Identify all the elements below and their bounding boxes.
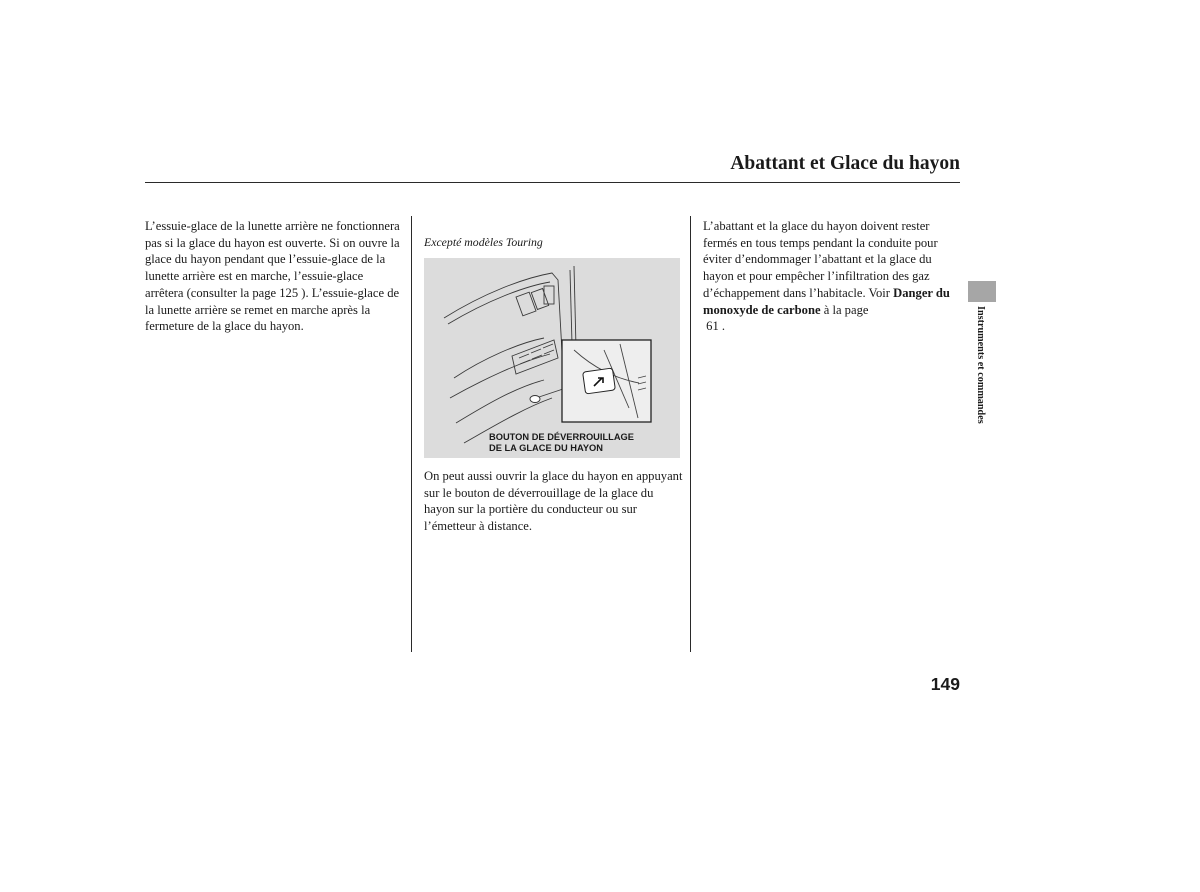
figure-label-line1: BOUTON DE DÉVERROUILLAGE — [489, 432, 634, 442]
figure-label — [489, 432, 634, 453]
section-tab — [968, 281, 996, 302]
column2-paragraph: On peut aussi ouvrir la glace du hayon en appuyant sur le bouton de déverrouillage de la glace du hayon sur la portière du conducteur ou sur l’émetteur à distance. — [424, 469, 683, 534]
column-divider-right — [690, 216, 691, 652]
page-reference: 61 . — [706, 319, 726, 334]
figure-caption: Excepté modèles Touring — [424, 235, 543, 249]
column3-paragraph — [703, 218, 965, 335]
column-divider-left — [411, 216, 412, 652]
release-button-knob — [530, 396, 540, 403]
column3-text-before: L’abattant et la glace du hayon doivent rester fermés en tous temps pendant la conduite pour éviter d’endommager l’abattant et la glace du hayon et pour empêcher l’infiltration des gaz d’échappement dans l’habitacle. Voir — [703, 219, 938, 300]
header-rule — [145, 182, 960, 183]
carbon-monoxide-reference: Danger du monoxyde de carbone — [703, 285, 950, 317]
column1-paragraph: L’essuie-glace de la lunette arrière ne fonctionnera pas si la glace du hayon est ouverte. Si on ouvre la glace du hayon pendant que l’essuie-glace de la lunette arrière est en marche, l’essuie-glace arrêtera (consulter la page 125 ). L’essuie-glace de la lunette arrière se remet en marche après la fermeture de la glace du hayon. — [145, 219, 400, 334]
column3-text-after: à la page — [823, 302, 869, 317]
figure-label-line2: DE LA GLACE DU HAYON — [489, 442, 603, 453]
section-label: Instruments et commandes — [975, 306, 986, 424]
inset-detail — [562, 340, 651, 422]
page-title: Abattant et Glace du hayon — [730, 153, 960, 174]
page-number: 149 — [930, 674, 960, 694]
door-panel-drawing — [424, 258, 680, 458]
door-switch-illustration — [424, 258, 680, 458]
